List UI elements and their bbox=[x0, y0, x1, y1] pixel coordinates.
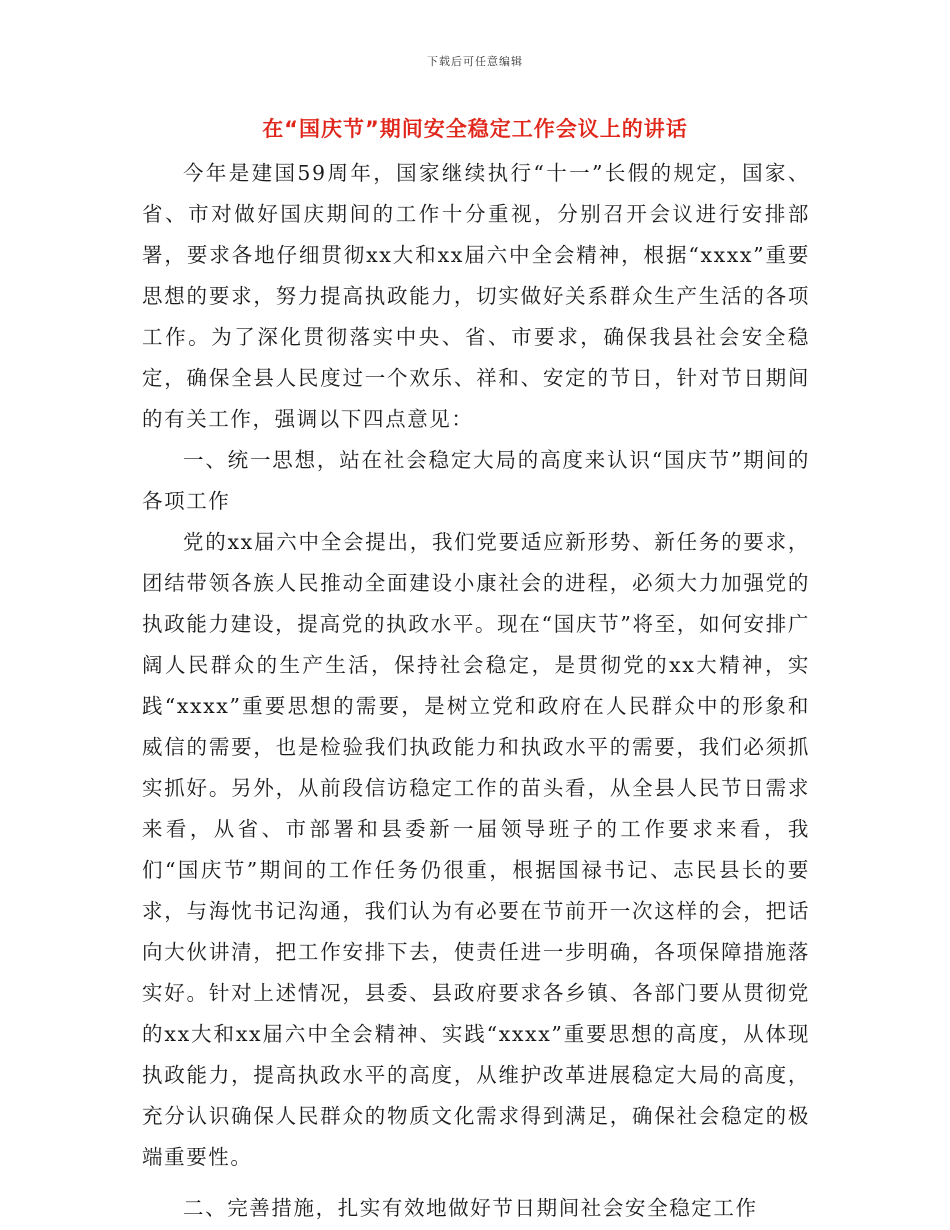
header-note: 下载后可任意编辑 bbox=[427, 55, 523, 68]
document-body bbox=[142, 153, 810, 1229]
intro-paragraph: 今年是建国59周年，国家继续执行“十一”长假的规定，国家、省、市对做好国庆期间的工作十分重视，分别召开会议进行安排部署，要求各地仔细贯彻xx大和xx届六中全会精神，根据“xxxx”重要思想的要求，努力提高执政能力，切实做好关系群众生产生活的各项工作。为了深化贯彻落实中央、省、市要求，确保我县社会安全稳定，确保全县人民度过一个欢乐、祥和、安定的节日，针对节日期间的有关工作，强调以下四点意见： bbox=[142, 161, 810, 431]
section-1-paragraph: 党的xx届六中全会提出，我们党要适应新形势、新任务的要求，团结带领各族人民推动全面建设小康社会的进程，必须大力加强党的执政能力建设，提高党的执政水平。现在“国庆节”将至，如何安排广阔人民群众的生产生活，保持社会稳定，是贯彻党的xx大精神，实践“xxxx”重要思想的需要，是树立党和政府在人民群众中的形象和威信的需要，也是检验我们执政能力和执政水平的需要，我们必须抓实抓好。另外，从前段信访稳定工作的苗头看，从全县人民节日需求来看，从省、市部署和县委新一届领导班子的工作要求来看，我们“国庆节”期间的工作任务仍很重，根据国禄书记、志民县长的要求，与海忱书记沟通，我们认为有必要在节前开一次这样的会，把话向大伙讲清，把工作安排下去，使责任进一步明确，各项保障措施落实好。针对上述情况，县委、县政府要求各乡镇、各部门要从贯彻党的xx大和xx届六中全会精神、实践“xxxx”重要思想的高度，从体现执政能力，提高执政水平的高度，从维护改革进展稳定大局的高度，充分认识确保人民群众的物质文化需求得到满足，确保社会稳定的极端重要性。 bbox=[142, 530, 810, 1169]
section-heading-1: 一、统一思想，站在社会稳定大局的高度来认识“国庆节”期间的各项工作 bbox=[142, 448, 810, 513]
document-title: 在“国庆节”期间安全稳定工作会议上的讲话 bbox=[262, 117, 688, 141]
section-heading-2: 二、完善措施，扎实有效地做好节日期间社会安全稳定工作 bbox=[183, 1196, 758, 1220]
